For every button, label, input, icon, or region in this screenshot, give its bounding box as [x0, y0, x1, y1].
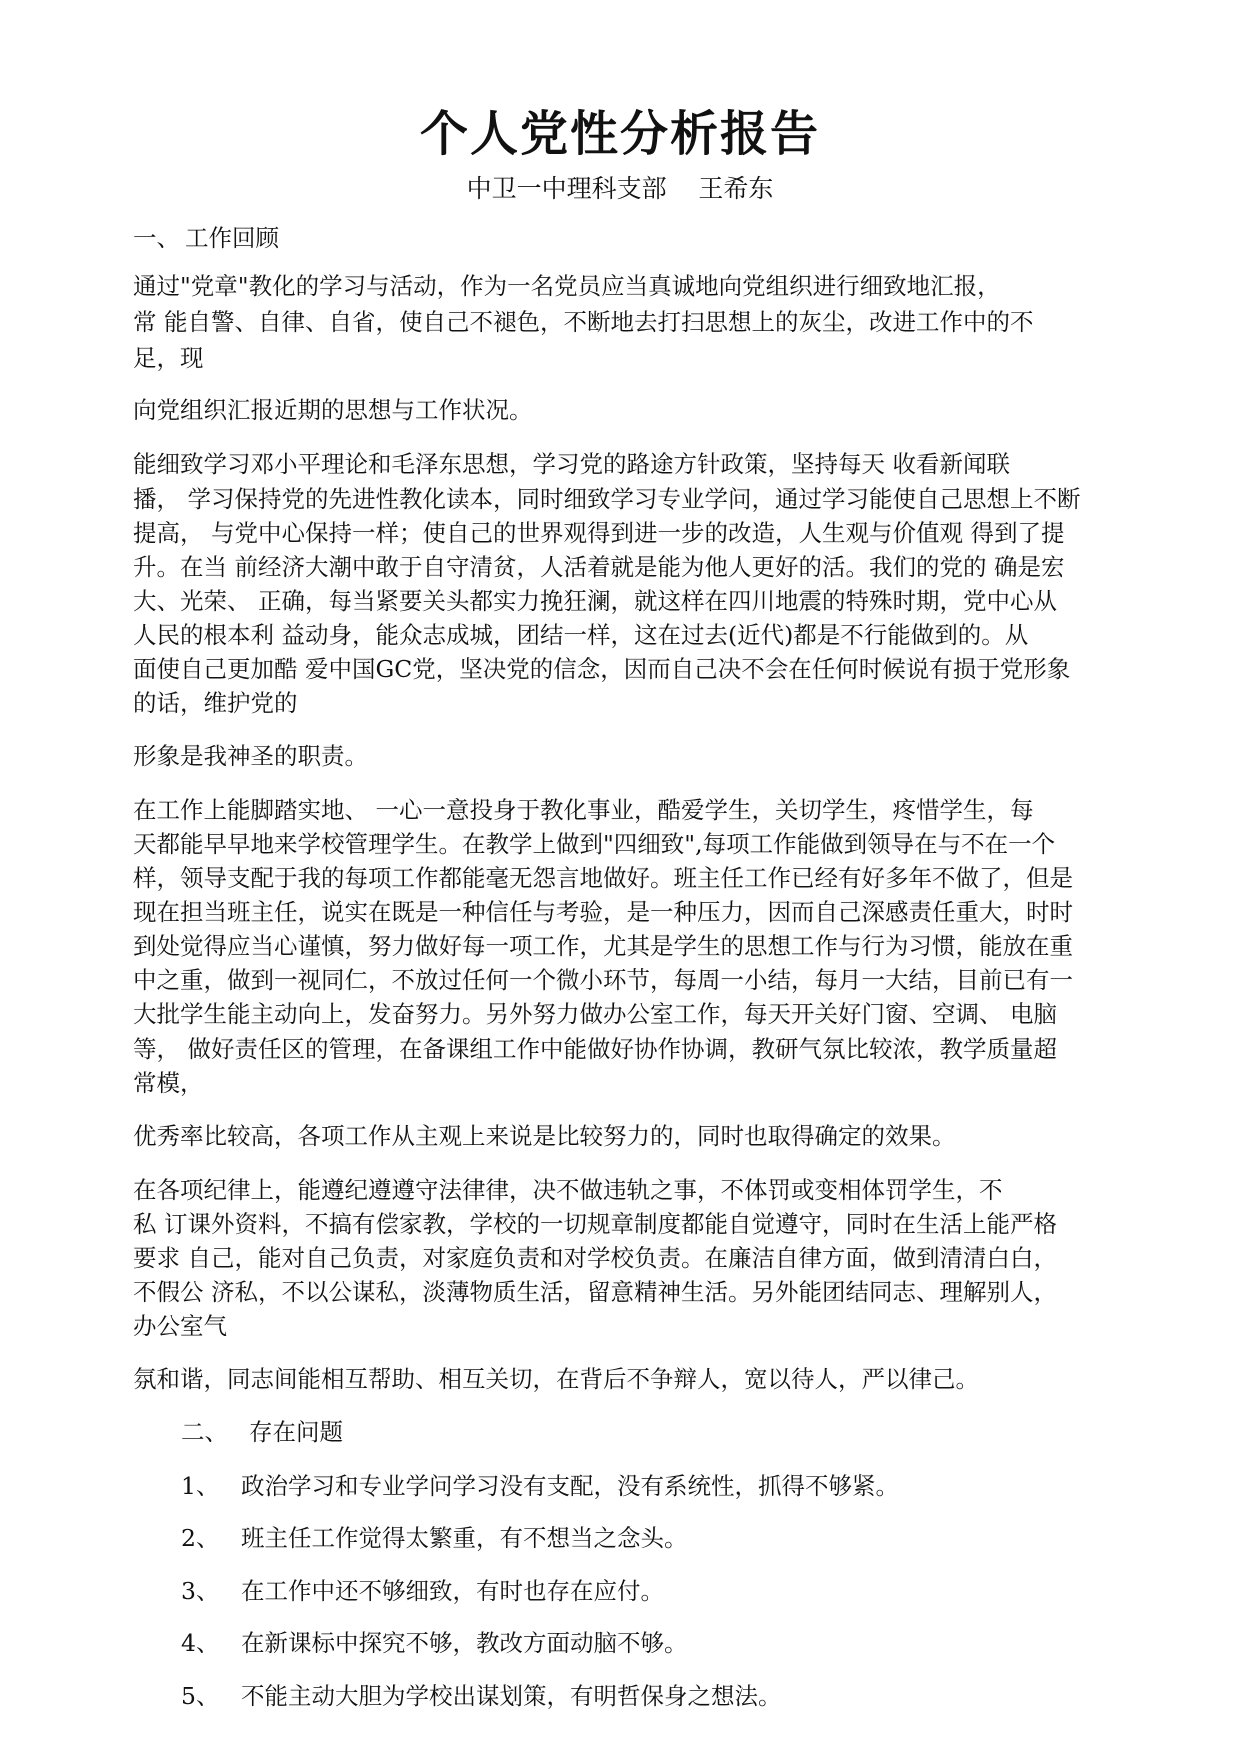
list-item-number: 4、	[181, 1629, 220, 1657]
paragraph-line: 氛和谐，同志间能相互帮助、相互关切，在背后不争辩人，宽以待人，严以律己。	[133, 1365, 979, 1393]
paragraph-line: 提高， 与党中心保持一样；使自己的世界观得到进一步的改造，人生观与价值观 得到了提	[133, 519, 1065, 547]
document-title: 个人党性分析报告	[419, 106, 820, 162]
list-item-text: 政治学习和专业学问学习没有支配，没有系统性，抓得不够紧。	[241, 1472, 899, 1500]
paragraph-line: 在工作上能脚踏实地、 一心一意投身于教化事业，酷爱学生，关切学生，疼惜学生，每	[133, 796, 1034, 824]
author-line: 中卫一中理科支部 王希东	[466, 174, 774, 203]
paragraph-line: 现在担当班主任，说实在既是一种信任与考验，是一种压力，因而自己深感责任重大，时时	[133, 898, 1073, 926]
paragraph-line: 到处觉得应当心谨慎，努力做好每一项工作，尤其是学生的思想工作与行为习惯，能放在重	[133, 932, 1073, 960]
paragraph-line: 优秀率比较高，各项工作从主观上来说是比较努力的，同时也取得确定的效果。	[133, 1122, 956, 1150]
list-item	[181, 1680, 782, 1712]
list-item-text: 班主任工作觉得太繁重，有不想当之念头。	[241, 1524, 688, 1552]
list-item	[181, 1470, 899, 1502]
paragraph-line: 能细致学习邓小平理论和毛泽东思想，学习党的路途方针政策，坚持每天 收看新闻联	[133, 450, 1010, 478]
list-item	[181, 1575, 664, 1607]
list-item-number: 1、	[181, 1472, 220, 1500]
list-item	[181, 1627, 688, 1659]
paragraph-line: 不假公 济私，不以公谋私，淡薄物质生活，留意精神生活。另外能团结同志、理解别人，	[133, 1278, 1057, 1306]
paragraph-line: 天都能早早地来学校管理学生。在教学上做到"四细致",每项工作能做到领导在与不在一个	[133, 830, 1056, 858]
section-number: 二、	[181, 1418, 228, 1446]
section-heading-1	[133, 222, 279, 254]
section-title: 存在问题	[249, 1418, 343, 1446]
paragraph-line: 足，现	[133, 344, 204, 372]
paragraph-line: 在各项纪律上，能遵纪遵遵守法律律，决不做违轨之事，不体罚或变相体罚学生，不	[133, 1176, 1003, 1204]
paragraph-line: 形象是我神圣的职责。	[133, 742, 368, 770]
paragraph-line: 大、光荣、 正确，每当紧要关头都实力挽狂澜，就这样在四川地震的特殊时期，党中心从	[133, 587, 1057, 615]
paragraph-line: 等， 做好责任区的管理，在备课组工作中能做好协作协调，教研气氛比较浓，教学质量超	[133, 1035, 1057, 1063]
list-item-text: 在新课标中探究不够，教改方面动脑不够。	[241, 1629, 688, 1657]
paragraph-line: 升。在当 前经济大潮中敢于自守清贫，人活着就是能为他人更好的活。我们的党的 确是宏	[133, 553, 1065, 581]
section-number: 一、	[133, 224, 180, 252]
list-item	[181, 1522, 688, 1554]
paragraph-line: 通过"党章"教化的学习与活动，作为一名党员应当真诚地向党组织进行细致地汇报，	[133, 272, 1001, 300]
paragraph-line: 大批学生能主动向上，发奋努力。另外努力做办公室工作，每天开关好门窗、空调、 电脑	[133, 1000, 1057, 1028]
list-item-text: 在工作中还不够细致，有时也存在应付。	[241, 1577, 664, 1605]
paragraph-line: 办公室气	[133, 1312, 227, 1340]
paragraph-line: 的话，维护党的	[133, 689, 298, 717]
section-heading-2	[181, 1416, 343, 1448]
list-item-number: 3、	[181, 1577, 220, 1605]
paragraph-line: 向党组织汇报近期的思想与工作状况。	[133, 396, 533, 424]
list-item-number: 5、	[181, 1682, 220, 1710]
paragraph-line: 中之重，做到一视同仁，不放过任何一个微小环节，每周一小结，每月一大结，目前已有一	[133, 966, 1073, 994]
list-item-number: 2、	[181, 1524, 220, 1552]
list-item-text: 不能主动大胆为学校出谋划策，有明哲保身之想法。	[241, 1682, 782, 1710]
paragraph-line: 常模，	[133, 1069, 204, 1097]
paragraph-line: 人民的根本利 益动身，能众志成城，团结一样，这在过去(近代)都是不行能做到的。从	[133, 621, 1029, 649]
paragraph-line: 常 能自警、自律、自省，使自己不褪色，不断地去打扫思想上的灰尘，改进工作中的不	[133, 308, 1034, 336]
paragraph-line: 面使自己更加酷 爱中国GC党，坚决党的信念，因而自己决不会在任何时候说有损于党形象	[133, 655, 1071, 683]
section-title: 工作回顾	[185, 224, 279, 252]
paragraph-line: 播， 学习保持党的先进性教化读本，同时细致学习专业学问，通过学习能使自己思想上不断	[133, 485, 1081, 513]
paragraph-line: 要求 自己，能对自己负责，对家庭负责和对学校负责。在廉洁自律方面，做到清清白白，	[133, 1244, 1057, 1272]
paragraph-line: 私 订课外资料，不搞有偿家教，学校的一切规章制度都能自觉遵守，同时在生活上能严格	[133, 1210, 1057, 1238]
paragraph-line: 样，领导支配于我的每项工作都能毫无怨言地做好。班主任工作已经有好多年不做了，但是	[133, 864, 1073, 892]
